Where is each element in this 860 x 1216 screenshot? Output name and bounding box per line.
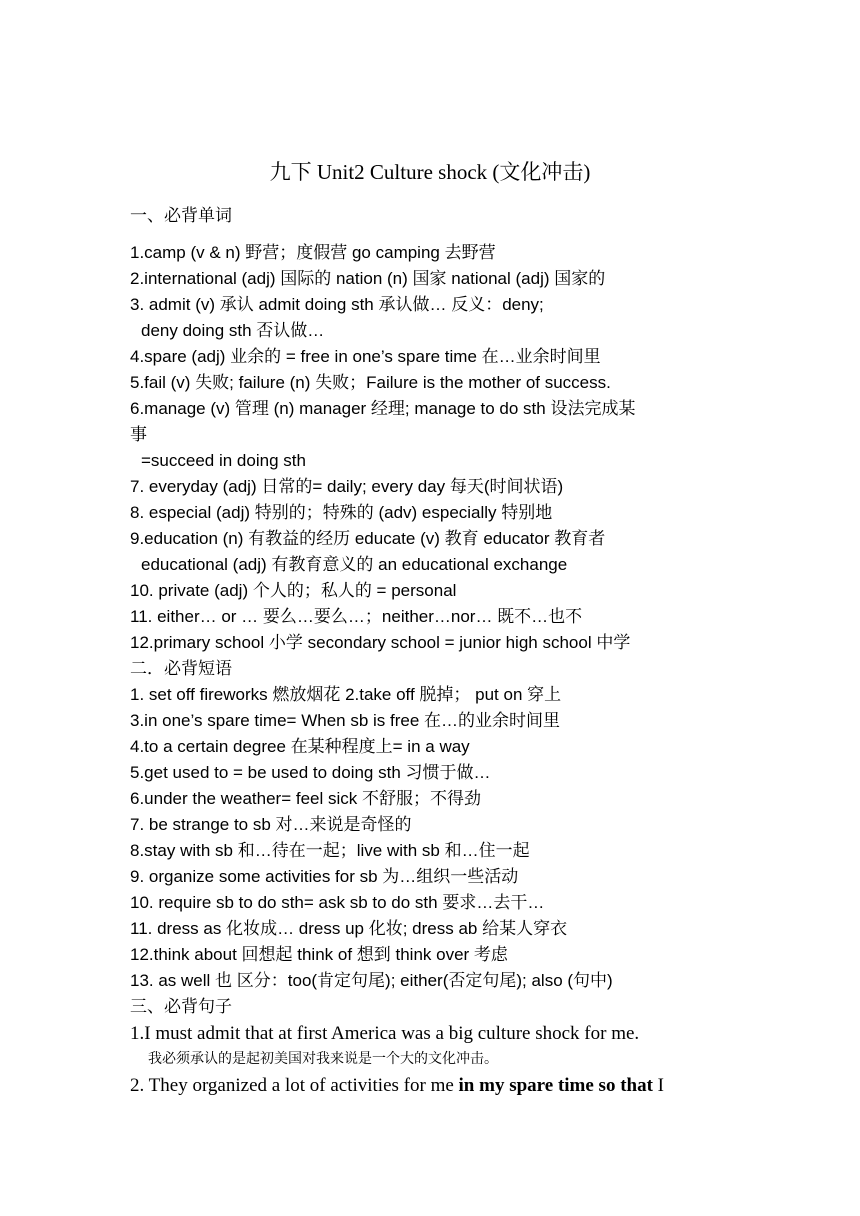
word-item: 10. private (adj) 个人的；私人的 = personal bbox=[130, 581, 457, 600]
phrase-item: 4.to a certain degree 在某种程度上= in a way bbox=[130, 737, 470, 756]
sentence-text: I bbox=[652, 1075, 664, 1096]
phrase-item: 8.stay with sb 和…待在一起；live with sb 和…住一起 bbox=[130, 841, 530, 860]
section-heading-sentences: 三、必背句子 bbox=[130, 997, 232, 1017]
section-heading-words: 一、必背单词 bbox=[130, 206, 232, 226]
phrase-item: 9. organize some activities for sb 为…组织一些活动 bbox=[130, 867, 519, 886]
phrase-item: 10. require sb to do sth= ask sb to do sth 要求…去干… bbox=[130, 893, 545, 912]
section-heading-phrases: 二．必背短语 bbox=[130, 659, 232, 679]
phrase-item: 5.get used to = be used to doing sth 习惯于做… bbox=[130, 763, 491, 782]
phrase-item: 7. be strange to sb 对…来说是奇怪的 bbox=[130, 815, 412, 834]
word-item: educational (adj) 有教育意义的 an educational exchange bbox=[141, 555, 568, 574]
word-item: 2.international (adj) 国际的 nation (n) 国家 national (adj) 国家的 bbox=[130, 269, 606, 288]
word-item: 事 bbox=[130, 425, 147, 444]
word-item: 8. especial (adj) 特别的；特殊的 (adv) especially 特别地 bbox=[130, 503, 553, 522]
word-item: 9.education (n) 有教益的经历 educate (v) 教育 educator 教育者 bbox=[130, 529, 606, 548]
word-item: 12.primary school 小学 secondary school = junior high school 中学 bbox=[130, 633, 631, 652]
phrase-item: 6.under the weather= feel sick 不舒服；不得劲 bbox=[130, 789, 481, 808]
word-item: =succeed in doing sth bbox=[141, 451, 306, 470]
sentence-text: 2. They organized a lot of activities for me bbox=[130, 1075, 459, 1096]
sentence-item: 1.I must admit that at first America was a big culture shock for me. bbox=[130, 1023, 640, 1044]
phrase-item: 11. dress as 化妆成… dress up 化妆; dress ab 给某人穿衣 bbox=[130, 919, 568, 938]
word-item: 1.camp (v & n) 野营；度假营 go camping 去野营 bbox=[130, 243, 496, 262]
phrase-item: 12.think about 回想起 think of 想到 think over 考虑 bbox=[130, 945, 508, 964]
word-item: 3. admit (v) 承认 admit doing sth 承认做… 反义：deny; bbox=[130, 295, 544, 314]
word-item: 7. everyday (adj) 日常的= daily; every day 每天(时间状语) bbox=[130, 477, 564, 496]
word-item: 4.spare (adj) 业余的 = free in one’s spare time 在…业余时间里 bbox=[130, 347, 601, 366]
page-title: 九下 Unit2 Culture shock (文化冲击) bbox=[269, 160, 591, 184]
word-item: 11. either… or … 要么…要么…；neither…nor… 既不…也不 bbox=[130, 607, 583, 626]
phrase-item: 1. set off fireworks 燃放烟花 2.take off 脱掉； put on 穿上 bbox=[130, 685, 562, 704]
sentence-item bbox=[130, 1074, 735, 1098]
word-item: deny doing sth 否认做… bbox=[141, 321, 325, 340]
word-item: 5.fail (v) 失败; failure (n) 失败；Failure is the mother of success. bbox=[130, 373, 611, 392]
sentence-emphasis: in my spare time so that bbox=[458, 1075, 653, 1096]
word-item: 6.manage (v) 管理 (n) manager 经理; manage to do sth 设法完成某 bbox=[130, 399, 636, 418]
sentence-translation: 我必须承认的是起初美国对我来说是一个大的文化冲击。 bbox=[148, 1051, 498, 1067]
phrase-item: 3.in one’s spare time= When sb is free 在…的业余时间里 bbox=[130, 711, 561, 730]
phrase-item: 13. as well 也 区分：too(肯定句尾); either(否定句尾); also (句中) bbox=[130, 971, 613, 990]
